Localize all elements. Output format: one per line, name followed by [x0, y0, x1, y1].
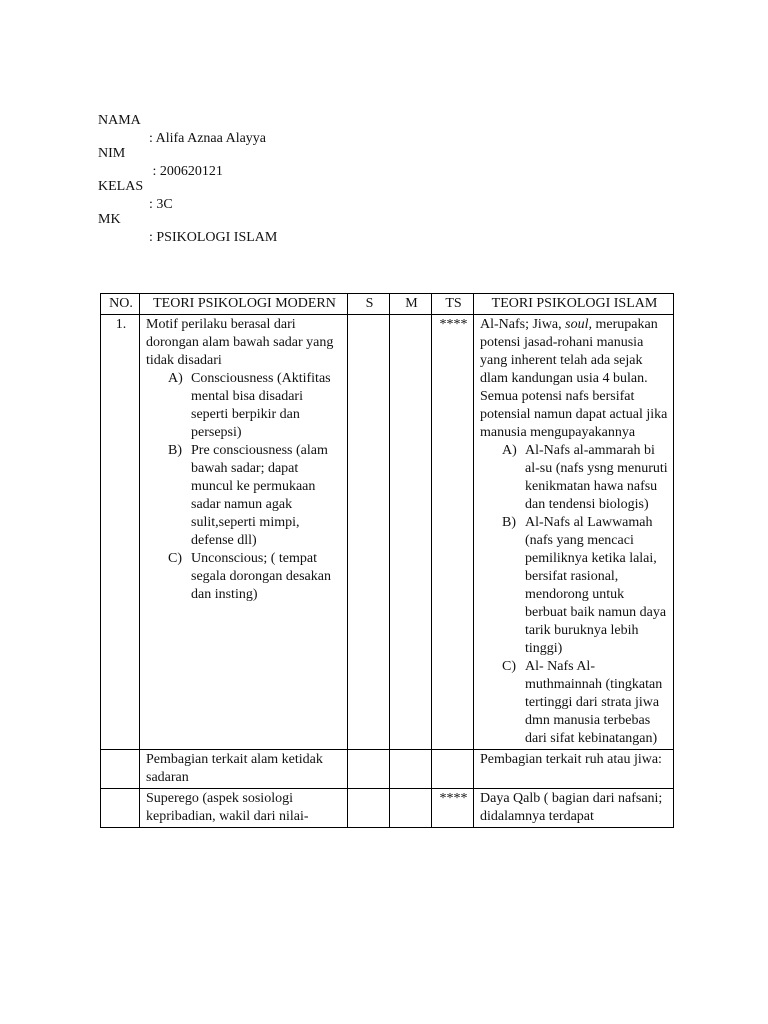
- nim-label: NIM: [98, 146, 126, 161]
- header-modern: TEORI PSIKOLOGI MODERN: [140, 294, 348, 315]
- row1-ts: ****: [432, 315, 474, 750]
- row3-s: [348, 789, 390, 828]
- table-row: [101, 789, 674, 828]
- table-header-row: [101, 294, 674, 315]
- row3-modern: Superego (aspek sosiologi kepribadian, wakil dari nilai-: [140, 789, 348, 828]
- mk-value: : PSIKOLOGI ISLAM: [149, 230, 278, 245]
- kelas-value: : 3C: [149, 197, 173, 212]
- row2-no: [101, 750, 140, 789]
- row1-modern-item-a: [146, 370, 343, 442]
- row3-no: [101, 789, 140, 828]
- list-item-text: Consciousness (Aktifitas mental bisa disadari seperti berpikir dan persepsi): [191, 371, 331, 440]
- islam-intro-soul: soul,: [565, 317, 592, 332]
- row2-islam: Pembagian terkait ruh atau jiwa:: [474, 750, 674, 789]
- list-marker: C): [502, 659, 516, 674]
- header-islam: TEORI PSIKOLOGI ISLAM: [474, 294, 674, 315]
- table-row: [101, 750, 674, 789]
- row1-modern-intro: Motif perilaku berasal dari dorongan alam bawah sadar yang tidak disadari: [146, 317, 334, 368]
- row1-s: [348, 315, 390, 750]
- mk-label: MK: [98, 212, 121, 227]
- list-item-text: Al-Nafs al Lawwamah (nafs yang mencaci pemiliknya ketika lalai, bersifat rasional, mendorong untuk berbuat baik namun daya tarik buruknya lebih tinggi): [525, 515, 667, 656]
- header-m: M: [390, 294, 432, 315]
- table-row: [101, 315, 674, 750]
- row1-islam-item-a: [480, 442, 669, 514]
- row1-modern-item-b: [146, 442, 343, 550]
- row1-islam-intro: [480, 316, 669, 442]
- list-marker: B): [168, 443, 182, 458]
- kelas-label: KELAS: [98, 179, 144, 194]
- row2-m: [390, 750, 432, 789]
- list-item-text: Unconscious; ( tempat segala dorongan desakan dan insting): [191, 551, 331, 602]
- list-marker: A): [168, 371, 183, 386]
- row1-islam-item-c: [480, 658, 669, 748]
- list-marker: A): [502, 443, 517, 458]
- islam-intro-part-a: Al-Nafs; Jiwa,: [480, 317, 566, 332]
- list-item-text: Pre consciousness (alam bawah sadar; dapat muncul ke permukaan sadar namun agak sulit,seperti mimpi, defense dll): [191, 443, 328, 548]
- row1-m: [390, 315, 432, 750]
- row1-modern-item-c: [146, 550, 343, 604]
- row3-ts: ****: [432, 789, 474, 828]
- header-no: NO.: [101, 294, 140, 315]
- list-marker: C): [168, 551, 182, 566]
- row2-s: [348, 750, 390, 789]
- row3-islam: Daya Qalb ( bagian dari nafsani; didalamnya terdapat: [474, 789, 674, 828]
- header-s: S: [348, 294, 390, 315]
- nama-value: : Alifa Aznaa Alayya: [149, 131, 267, 146]
- row1-islam-item-b: [480, 514, 669, 658]
- nim-value: : 200620121: [149, 164, 223, 179]
- list-marker: B): [502, 515, 516, 530]
- list-item-text: Al-Nafs al-ammarah bi al-su (nafs ysng menuruti kenikmatan hawa nafsu dan tendensi biologis): [525, 443, 668, 512]
- row2-ts: [432, 750, 474, 789]
- row2-modern: Pembagian terkait alam ketidak sadaran: [140, 750, 348, 789]
- islam-intro-part-b: merupakan potensi jasad-rohani manusia yang inherent telah ada sejak dlam kandungan usia 4 bulan. Semua potensi nafs bersifat potensial namun dapat actual jika manusia mengupayakannya: [480, 317, 668, 440]
- nama-label: NAMA: [98, 113, 141, 128]
- row1-no: 1.: [101, 315, 140, 750]
- comparison-table: [100, 293, 674, 828]
- row1-modern: [140, 315, 348, 750]
- header-ts: TS: [432, 294, 474, 315]
- row3-m: [390, 789, 432, 828]
- list-item-text: Al- Nafs Al-muthmainnah (tingkatan tertinggi dari strata jiwa dmn manusia terbebas dari sifat kebinatangan): [525, 659, 663, 746]
- row1-islam: [474, 315, 674, 750]
